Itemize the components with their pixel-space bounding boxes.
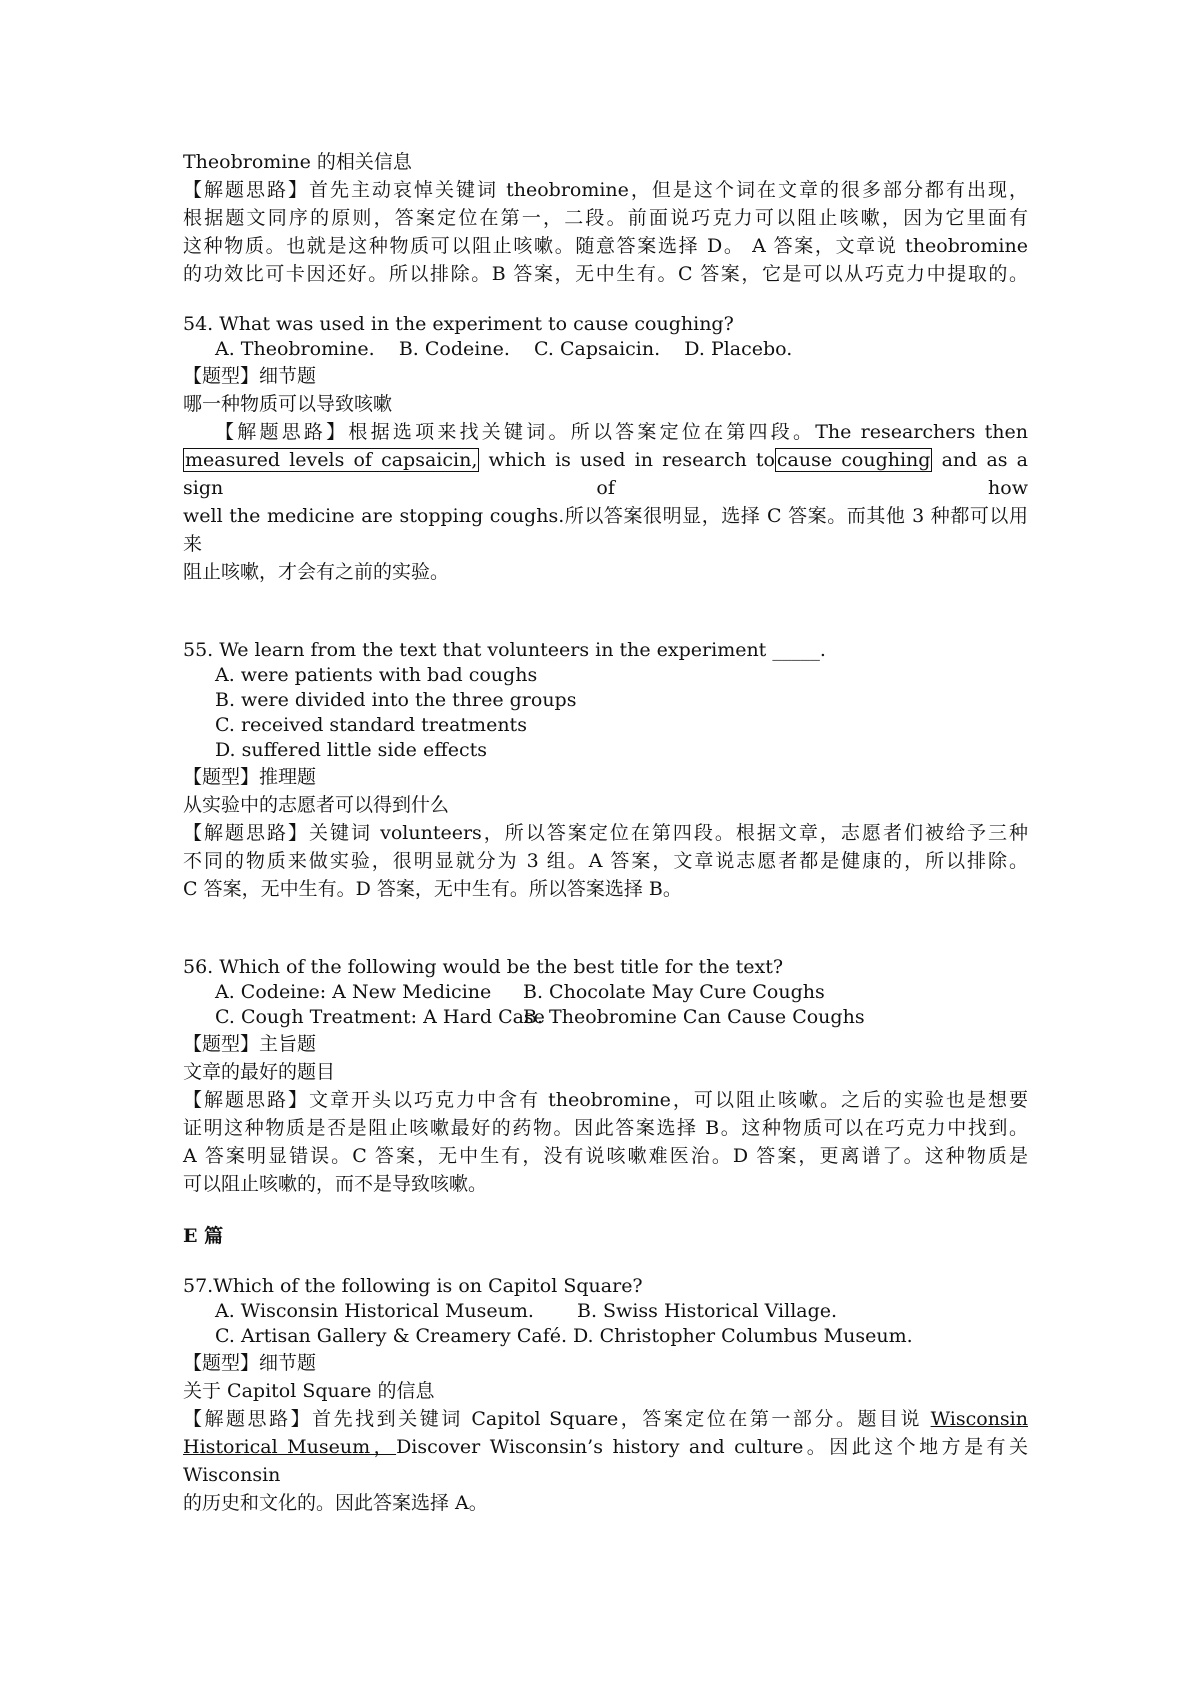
section-heading: E 篇 (183, 1225, 224, 1247)
q56-type: 【题型】主旨题 (183, 1033, 317, 1055)
q57-analysis-line: 的历史和文化的。因此答案选择 A。 (183, 1492, 488, 1514)
underlined-phrase: Wisconsin (930, 1408, 1028, 1430)
q54-type: 【题型】细节题 (183, 365, 317, 387)
q55-option: A. were patients with bad coughs (215, 664, 538, 686)
q57-text: 【解题思路】首先找到关键词 Capitol Square，答案定位在第一部分。题目说 (183, 1408, 931, 1430)
document-page (183, 148, 1028, 1517)
q57-topic: 关于 Capitol Square 的信息 (183, 1380, 435, 1402)
q53-topic: Theobromine 的相关信息 (183, 151, 412, 173)
q56-question: 56. Which of the following would be the best title for the text? (183, 956, 784, 978)
boxed-phrase: cause coughing (776, 449, 931, 471)
q54-text: which is used in research to (479, 449, 775, 471)
q56-analysis-line: 可以阻止咳嗽的，而不是导致咳嗽。 (183, 1173, 488, 1195)
q56-option-a: A. Codeine: A New Medicine (215, 981, 492, 1003)
q57-question: 57.Which of the following is on Capitol Square? (183, 1275, 643, 1297)
q57-analysis-line (183, 1405, 1028, 1433)
q57-options-row (183, 1324, 1028, 1349)
q54-question: 54. What was used in the experiment to cause coughing? (183, 313, 734, 335)
q56-options-row (183, 980, 1028, 1005)
q56-analysis-line: 【解题思路】文章开头以巧克力中含有 theobromine，可以阻止咳嗽。之后的实验也是想要 (183, 1089, 1028, 1111)
q54-text: and as a sign of how (183, 449, 1029, 499)
q57-text: Discover Wisconsin’s history and culture。因此这个地方是有关 Wisconsin (183, 1436, 1028, 1486)
q53-analysis-line: 根据题文同序的原则，答案定位在第一，二段。前面说巧克力可以阻止咳嗽，因为它里面有 (183, 207, 1028, 229)
boxed-phrase: measured levels of capsaicin, (185, 449, 478, 471)
q54-analysis-line: 【解题思路】根据选项来找关键词。所以答案定位在第四段。The researchers then (215, 421, 1028, 443)
q57-option-a: A. Wisconsin Historical Museum. (215, 1300, 534, 1322)
q53-analysis-line: 【解题思路】首先主动哀悼关键词 theobromine，但是这个词在文章的很多部分都有出现， (183, 179, 1028, 201)
q55-option: C. received standard treatments (215, 714, 527, 736)
q56-option-b: B. Chocolate May Cure Coughs (523, 981, 825, 1003)
q55-analysis-line: 【解题思路】关键词 volunteers，所以答案定位在第四段。根据文章，志愿者们被给予三种 (183, 822, 1028, 844)
q56-analysis-line: A 答案明显错误。C 答案，无中生有，没有说咳嗽难医治。D 答案，更离谱了。这种物质是 (183, 1145, 1028, 1167)
q57-option-c: C. Artisan Gallery & Creamery Café. (215, 1325, 568, 1347)
q57-option-b: B. Swiss Historical Village. (577, 1300, 838, 1322)
q57-analysis-line (183, 1433, 1028, 1489)
q55-analysis-line: 不同的物质来做实验，很明显就分为 3 组。A 答案，文章说志愿者都是健康的，所以排除。 (183, 850, 1028, 872)
q55-option: B. were divided into the three groups (215, 689, 577, 711)
q53-analysis-line: 的功效比可卡因还好。所以排除。B 答案，无中生有。C 答案，它是可以从巧克力中提取的。 (183, 263, 1028, 285)
q56-analysis-line: 证明这种物质是否是阻止咳嗽最好的药物。因此答案选择 B。这种物质可以在巧克力中找到。 (183, 1117, 1028, 1139)
q54-analysis-line: well the medicine are stopping coughs.所以答案很明显，选择 C 答案。而其他 3 种都可以用来 (183, 505, 1028, 555)
q55-type: 【题型】推理题 (183, 766, 317, 788)
q57-type: 【题型】细节题 (183, 1352, 317, 1374)
q55-topic: 从实验中的志愿者可以得到什么 (183, 794, 450, 816)
q56-options-row (183, 1005, 1028, 1030)
q54-analysis-line: 阻止咳嗽，才会有之前的实验。 (183, 561, 450, 583)
q57-options-row (183, 1299, 1028, 1324)
q54-options: A. Theobromine. B. Codeine. C. Capsaicin. D. Placebo. (215, 338, 793, 360)
q55-question: 55. We learn from the text that volunteers in the experiment _____. (183, 639, 826, 661)
q55-analysis-line: C 答案，无中生有。D 答案，无中生有。所以答案选择 B。 (183, 878, 682, 900)
q56-topic: 文章的最好的题目 (183, 1061, 336, 1083)
underlined-phrase: Historical Museum， (183, 1436, 397, 1458)
q54-analysis-line (183, 446, 1028, 502)
q57-option-d: D. Christopher Columbus Museum. (573, 1325, 913, 1347)
q56-option-d: B. Theobromine Can Cause Coughs (523, 1006, 865, 1028)
q56-option-c: C. Cough Treatment: A Hard Case (215, 1006, 545, 1028)
q55-option: D. suffered little side effects (215, 739, 487, 761)
q53-analysis-line: 这种物质。也就是这种物质可以阻止咳嗽。随意答案选择 D。 A 答案，文章说 theobromine (183, 235, 1028, 257)
q54-topic: 哪一种物质可以导致咳嗽 (183, 393, 393, 415)
